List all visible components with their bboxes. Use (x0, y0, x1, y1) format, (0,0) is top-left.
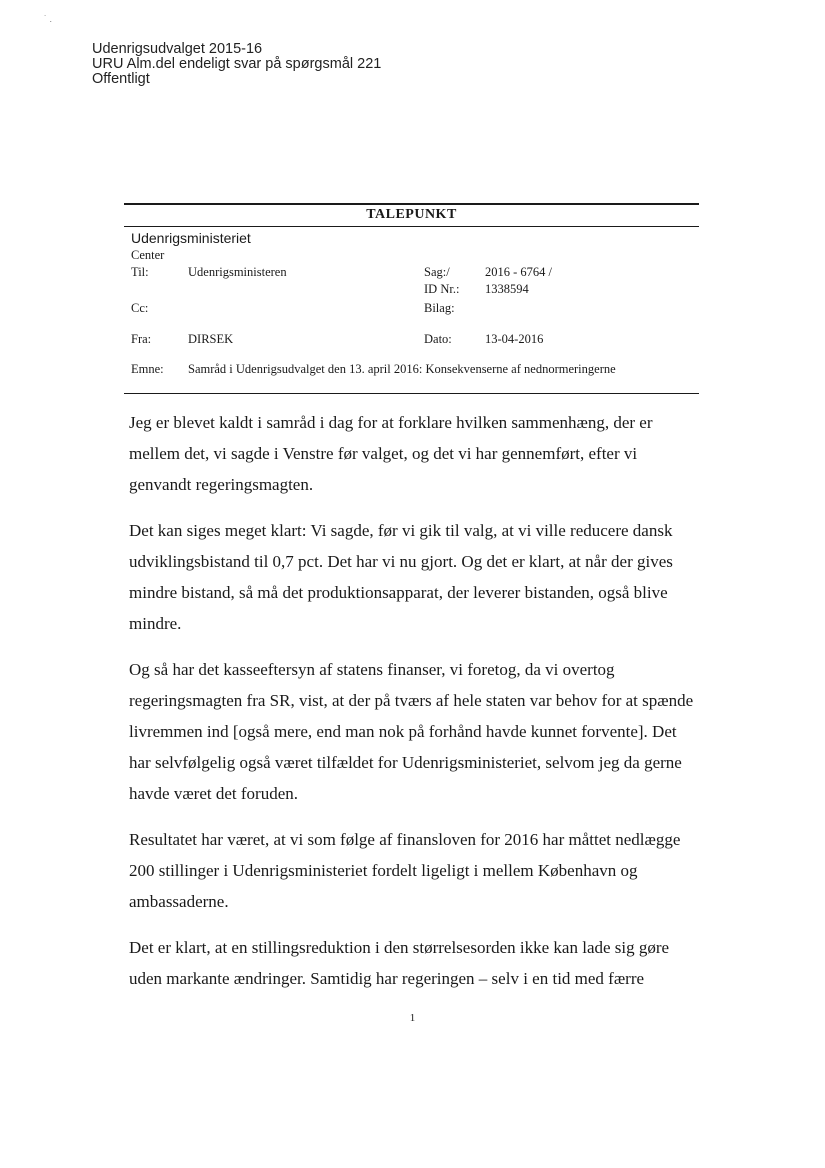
parliament-stamp (92, 42, 381, 87)
stamp-reference: URU Alm.del endeligt svar på spørgsmål 221 (92, 56, 382, 72)
page-number: 1 (409, 1012, 416, 1024)
paragraph: Og så har det kasseeftersyn af statens finanser, vi foretog, da vi overtog regeringsmagten fra SR, vist, at der på tværs af hele staten var behov for at spænde livremmen ind [også mere, end man nok på forhånd havde kunnet forvente]. Det har selvfølgelig også været tilfældet for Udenrigsministeriet, selvom jeg da gerne havde været det foruden. (129, 660, 694, 803)
paragraph: Det er klart, at en stillingsreduktion i den størrelsesorden ikke kan lade sig gøre uden markante ændringer. Samtidig har regeringen – selv i en tid med færre (129, 938, 670, 988)
ministry-name: Udenrigsministeriet (131, 230, 251, 246)
fra-label: Fra: (131, 332, 152, 346)
til-value: Udenrigsministeren (188, 265, 287, 279)
dato-label: Dato: (424, 332, 452, 346)
header-rule-bottom (124, 393, 699, 394)
header-rule-top (124, 203, 699, 205)
scan-speck: ˙ . (44, 14, 52, 24)
paragraph: Jeg er blevet kaldt i samråd i dag for at forklare hvilken sammenhæng, der er mellem det, vi sagde i Venstre før valget, og det vi har gennemført, efter vi genvandt regeringsmagten. (129, 413, 653, 494)
emne-value: Samråd i Udenrigsudvalget den 13. april 2016: Konsekvenserne af nednormeringerne (188, 362, 616, 376)
id-value: 1338594 (485, 282, 529, 296)
document-title: TALEPUNKT (366, 207, 457, 222)
stamp-committee: Udenrigsudvalget 2015-16 (92, 41, 263, 57)
speech-body (129, 407, 699, 1009)
header-rule-middle (124, 226, 699, 227)
cc-label: Cc: (131, 301, 149, 315)
fra-value: DIRSEK (188, 332, 234, 346)
dato-value: 13-04-2016 (485, 332, 544, 346)
id-label: ID Nr.: (424, 282, 460, 296)
emne-label: Emne: (131, 362, 164, 376)
stamp-visibility: Offentligt (92, 71, 150, 87)
til-label: Til: (131, 265, 149, 279)
sag-label: Sag:/ (424, 265, 450, 279)
paragraph: Resultatet har været, at vi som følge af finansloven for 2016 har måttet nedlægge 200 stillinger i Udenrigsministeriet fordelt ligeligt i mellem København og ambassaderne. (129, 830, 681, 911)
bilag-label: Bilag: (424, 301, 455, 315)
sag-value: 2016 - 6764 / (485, 265, 553, 279)
paragraph: Det kan siges meget klart: Vi sagde, før vi gik til valg, at vi ville reducere dansk udviklingsbistand til 0,7 pct. Det har vi nu gjort. Og det er klart, at når der gives mindre bistand, så må det produktionsapparat, der leverer bistanden, også blive mindre. (129, 521, 673, 633)
unit-name: Center (131, 248, 165, 262)
